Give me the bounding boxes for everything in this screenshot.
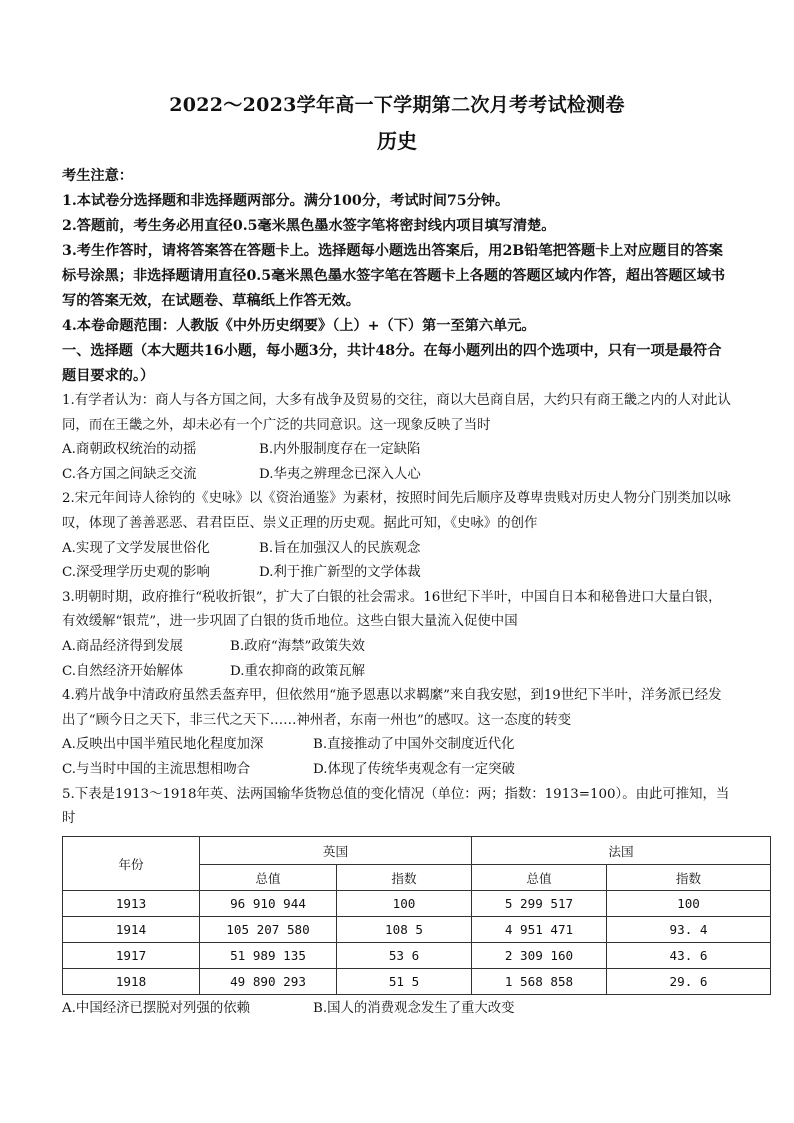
question-4: [62, 684, 732, 782]
fr-index-cell: 43. 6: [607, 942, 771, 968]
uk-index-cell: 51 5: [337, 968, 472, 994]
option-d: D.体现了传统华夷观念有一定突破: [313, 761, 515, 777]
uk-index-header: 指数: [337, 864, 472, 890]
table-row: [63, 942, 771, 968]
notice-heading: 考生注意：: [62, 168, 133, 184]
fr-index-cell: 100: [607, 890, 771, 916]
question-stem: 2.宋元年间诗人徐钧的《史咏》以《资治通鉴》为素材，按照时间先后顺序及尊卑贵贱对历史人物分门别类加以咏叹，体现了善善恶恶、君君臣臣、崇义正理的历史观。据此可知，《史咏》的创作: [62, 491, 731, 531]
option-c: C.各方国之间缺乏交流: [62, 466, 197, 482]
question-stem: 3.明朝时期，政府推行“税收折银”，扩大了白银的社会需求。16世纪下半叶，中国自日本和秘鲁进口大量白银，有效缓解“银荒”，进一步巩固了白银的货币地位。这些白银大量流入促使中国: [62, 589, 722, 630]
fr-total-cell: 1 568 858: [472, 968, 607, 994]
option-d: D.重农抑商的政策瓦解: [230, 663, 366, 679]
uk-total-cell: 49 890 293: [200, 968, 337, 994]
year-cell: 1914: [63, 916, 200, 942]
fr-total-cell: 4 951 471: [472, 916, 607, 942]
option-a: A.商品经济得到发展: [62, 638, 184, 654]
year-cell: 1913: [63, 890, 200, 916]
option-a: A.商朝政权统治的动摇: [62, 442, 197, 458]
exam-title: 2022～2023学年高一下学期第二次月考考试检测卷: [169, 94, 625, 116]
option-b: B.直接推动了中国外交制度近代化: [313, 737, 515, 753]
table-header-row: [63, 836, 771, 864]
question-5: [62, 783, 732, 1022]
year-header: 年份: [63, 836, 200, 890]
option-row: [62, 997, 732, 1022]
question-stem: 1.有学者认为：商人与各方国之间，大多有战争及贸易的交往，商以大邑商自居，大约只有商王畿之内的人对此认同，而在王畿之外，却未必有一个广泛的共同意识。这一现象反映了当时: [62, 393, 731, 433]
section-heading: 一、选择题（本大题共16小题，每小题3分，共计48分。在每小题列出的四个选项中，只有一项是最符合题目要求的。）: [62, 343, 722, 384]
notice-item: 3.考生作答时，请将答案答在答题卡上。选择题每小题选出答案后，用2B铅笔把答题卡上对应题目的答案标号涂黑；非选择题请用直径0.5毫米黑色墨水签字笔在答题卡上各题的答题区域内作答，超出答题区域书写的答案无效，在试题卷、草稿纸上作答无效。: [62, 243, 726, 309]
uk-total-cell: 51 989 135: [200, 942, 337, 968]
option-row: [62, 463, 732, 488]
year-cell: 1917: [63, 942, 200, 968]
uk-total-cell: 105 207 580: [200, 916, 337, 942]
fr-total-cell: 2 309 160: [472, 942, 607, 968]
option-row: [62, 438, 732, 463]
notice-block: [62, 164, 732, 339]
trade-table: [62, 836, 771, 995]
uk-index-cell: 100: [337, 890, 472, 916]
option-a: A.实现了文学发展世俗化: [62, 540, 210, 556]
option-row: [62, 635, 732, 660]
subject-title: 历史: [377, 129, 417, 153]
option-a: A.中国经济已摆脱对列强的依赖: [62, 1000, 251, 1016]
question-3: [62, 586, 732, 684]
notice-item: 1.本试卷分选择题和非选择题两部分。满分100分，考试时间75分钟。: [62, 193, 510, 209]
option-row: [62, 537, 732, 562]
exam-page: [62, 92, 732, 1021]
fr-total-cell: 5 299 517: [472, 890, 607, 916]
question-2: [62, 487, 732, 585]
option-d: D.华夷之辨理念已深入人心: [259, 466, 421, 482]
option-d: D.利于推广新型的文学体裁: [259, 565, 421, 581]
option-b: B.国人的消费观念发生了重大改变: [313, 1000, 515, 1016]
notice-item: 4.本卷命题范围：人教版《中外历史纲要》（上）+（下）第一至第六单元。: [62, 318, 536, 334]
fr-index-cell: 93. 4: [607, 916, 771, 942]
uk-index-cell: 53 6: [337, 942, 472, 968]
table-row: [63, 968, 771, 994]
option-b: B.政府“海禁”政策失效: [230, 638, 365, 654]
france-header: 法国: [472, 836, 771, 864]
option-c: C.与当时中国的主流思想相吻合: [62, 761, 251, 777]
option-a: A.反映出中国半殖民地化程度加深: [62, 737, 264, 753]
question-stem: 4.鸦片战争中清政府虽然丢盔弃甲，但依然用“施予恩惠以求羁縻”来自我安慰，到19世纪下半叶，洋务派已经发出了“顾今日之天下，非三代之天下……神州者，东南一州也”的感叹。这一态度的转变: [62, 688, 722, 728]
option-row: [62, 733, 732, 758]
fr-total-header: 总值: [472, 864, 607, 890]
uk-total-header: 总值: [200, 864, 337, 890]
fr-index-cell: 29. 6: [607, 968, 771, 994]
option-row: [62, 660, 732, 685]
uk-total-cell: 96 910 944: [200, 890, 337, 916]
question-stem: 5.下表是1913～1918年英、法两国输华货物总值的变化情况（单位：两；指数：1913=100）。由此可推知，当时: [62, 786, 730, 827]
option-c: C.深受理学历史观的影响: [62, 565, 210, 581]
notice-item: 2.答题前，考生务必用直径0.5毫米黑色墨水签字笔将密封线内项目填写清楚。: [62, 218, 556, 234]
year-cell: 1918: [63, 968, 200, 994]
fr-index-header: 指数: [607, 864, 771, 890]
option-b: B.内外服制度存在一定缺陷: [259, 442, 421, 458]
uk-index-cell: 108 5: [337, 916, 472, 942]
table-row: [63, 916, 771, 942]
option-row: [62, 758, 732, 783]
uk-header: 英国: [200, 836, 472, 864]
option-c: C.自然经济开始解体: [62, 663, 184, 679]
question-1: [62, 389, 732, 487]
option-row: [62, 561, 732, 586]
table-row: [63, 890, 771, 916]
option-b: B.旨在加强汉人的民族观念: [259, 540, 421, 556]
